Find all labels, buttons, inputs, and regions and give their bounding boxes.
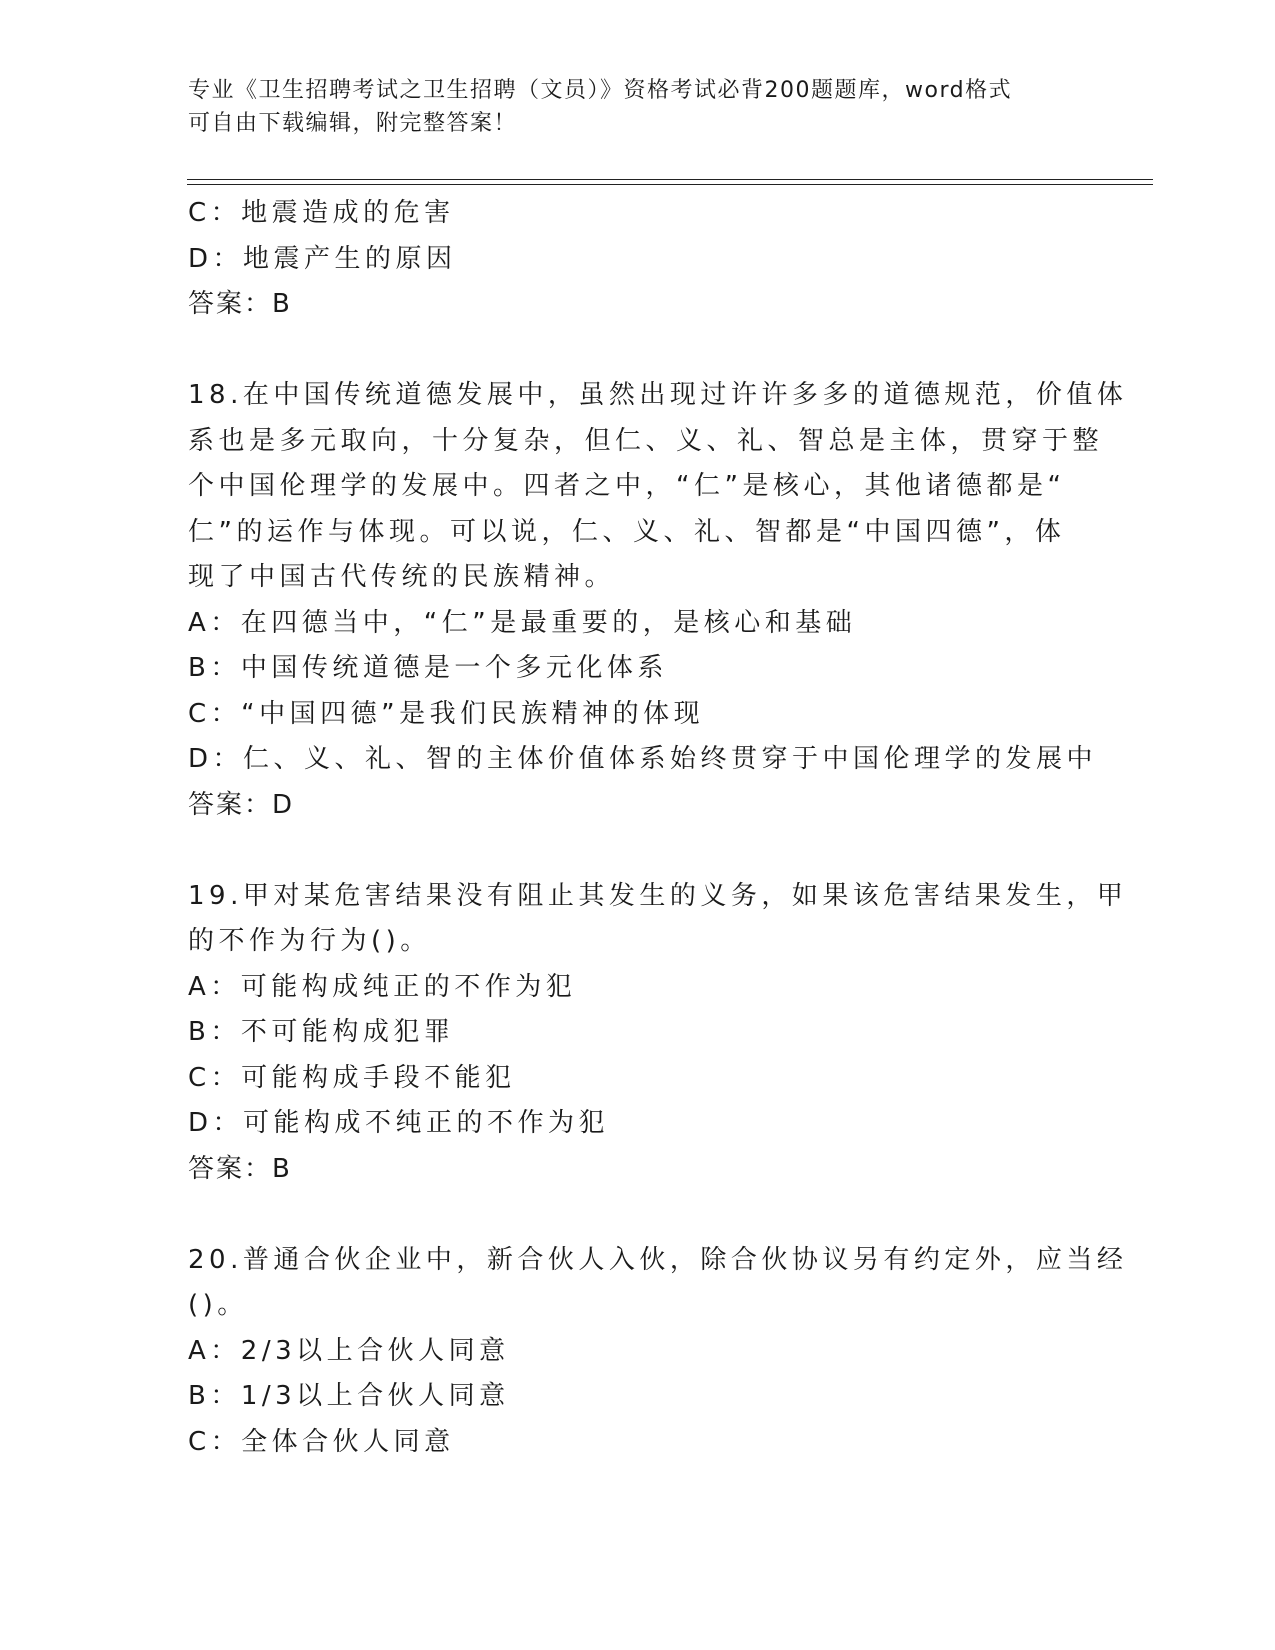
- header-title-line-1: 专业《卫生招聘考试之卫生招聘（文员）》资格考试必背200题题库，word格式: [188, 78, 1013, 103]
- option-c: C：可能构成手段不能犯: [188, 1062, 516, 1093]
- question-stem-line: 仁”的运作与体现。可以说，仁、义、礼、智都是“中国四德”，体: [188, 516, 1066, 547]
- option-c: C：“中国四德”是我们民族精神的体现: [188, 698, 705, 729]
- option-d: D：地震产生的原因: [188, 243, 457, 274]
- option-a: A：在四德当中，“仁”是最重要的，是核心和基础: [188, 607, 857, 638]
- header-divider-top: [187, 179, 1153, 180]
- spacer: [188, 1192, 1088, 1238]
- question-20: [188, 1238, 1128, 1466]
- answer-line: 答案：B: [188, 289, 292, 319]
- option-b: B：中国传统道德是一个多元化体系: [188, 653, 668, 683]
- header-title-line-2: 可自由下载编辑，附完整答案！: [188, 111, 518, 136]
- option-c: C：地震造成的危害: [188, 198, 455, 228]
- question-17-tail: [188, 191, 1088, 328]
- question-stem-line: 的不作为行为()。: [188, 926, 431, 956]
- question-list: [188, 191, 1128, 1465]
- question-stem-line: 20.普通合伙企业中，新合伙人入伙，除合伙协议另有约定外，应当经: [188, 1244, 1128, 1275]
- option-d: D：仁、义、礼、智的主体价值体系始终贯穿于中国伦理学的发展中: [188, 744, 1098, 774]
- spacer: [188, 828, 1088, 874]
- question-stem-line: 系也是多元取向，十分复杂，但仁、义、礼、智总是主体，贯穿于整: [188, 425, 1104, 456]
- question-18: [188, 373, 1128, 828]
- option-c: C：全体合伙人同意: [188, 1426, 455, 1457]
- question-stem-line: 18.在中国传统道德发展中，虽然出现过许许多多的道德规范，价值体: [188, 380, 1128, 410]
- header-divider-bottom: [187, 184, 1153, 185]
- question-stem-line: 个中国伦理学的发展中。四者之中，“仁”是核心，其他诸德都是“: [188, 471, 1066, 501]
- option-a: A：2/3以上合伙人同意: [188, 1335, 510, 1366]
- answer-line: 答案：D: [188, 789, 295, 820]
- question-stem-line: ()。: [188, 1290, 248, 1320]
- answer-line: 答案：B: [188, 1153, 292, 1184]
- question-19: [188, 874, 1128, 1193]
- document-header: [188, 74, 1068, 140]
- option-a: A：可能构成纯正的不作为犯: [188, 971, 577, 1002]
- spacer: [188, 328, 1088, 374]
- option-d: D：可能构成不纯正的不作为犯: [188, 1108, 610, 1138]
- question-stem-line: 19.甲对某危害结果没有阻止其发生的义务，如果该危害结果发生，甲: [188, 880, 1128, 911]
- option-b: B：不可能构成犯罪: [188, 1017, 455, 1047]
- option-b: B：1/3以上合伙人同意: [188, 1381, 510, 1411]
- question-stem-line: 现了中国古代传统的民族精神。: [188, 562, 616, 592]
